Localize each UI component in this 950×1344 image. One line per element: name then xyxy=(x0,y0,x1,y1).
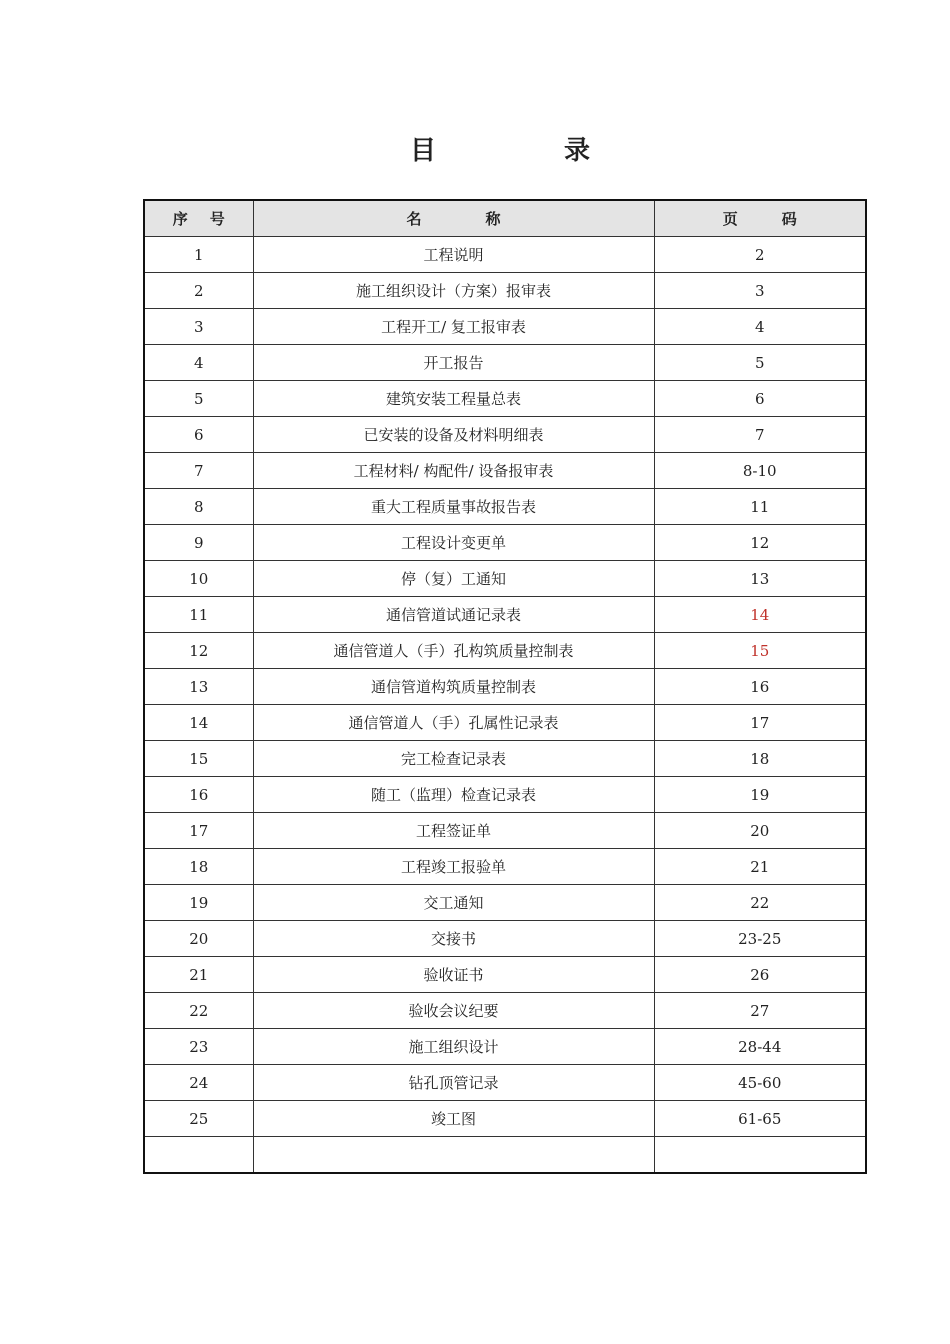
table-row xyxy=(144,1101,866,1137)
header-name: 名 称 xyxy=(253,200,654,237)
table-row xyxy=(144,849,866,885)
row-number: 17 xyxy=(144,813,253,849)
row-title: 交接书 xyxy=(253,921,654,957)
row-page: 27 xyxy=(654,993,866,1029)
row-page: 8-10 xyxy=(654,453,866,489)
row-number: 15 xyxy=(144,741,253,777)
row-number: 19 xyxy=(144,885,253,921)
table-row xyxy=(144,957,866,993)
table-of-contents xyxy=(143,199,867,1174)
row-title: 随工（监理）检查记录表 xyxy=(253,777,654,813)
table-row xyxy=(144,741,866,777)
table-row xyxy=(144,381,866,417)
row-title: 验收会议纪要 xyxy=(253,993,654,1029)
page-title-char-2: 录 xyxy=(564,136,591,166)
row-page: 22 xyxy=(654,885,866,921)
table-body xyxy=(144,237,866,1174)
row-title: 建筑安装工程量总表 xyxy=(253,381,654,417)
row-title: 验收证书 xyxy=(253,957,654,993)
row-number: 14 xyxy=(144,705,253,741)
row-page: 45-60 xyxy=(654,1065,866,1101)
row-title: 工程材料/ 构配件/ 设备报审表 xyxy=(253,453,654,489)
row-number: 8 xyxy=(144,489,253,525)
row-page: 13 xyxy=(654,561,866,597)
row-title: 工程竣工报验单 xyxy=(253,849,654,885)
table-row xyxy=(144,921,866,957)
row-title: 工程说明 xyxy=(253,237,654,273)
table-row xyxy=(144,345,866,381)
row-page: 3 xyxy=(654,273,866,309)
table-row xyxy=(144,237,866,273)
table-row xyxy=(144,525,866,561)
row-title: 已安装的设备及材料明细表 xyxy=(253,417,654,453)
row-number: 12 xyxy=(144,633,253,669)
table-row xyxy=(144,1065,866,1101)
row-page: 4 xyxy=(654,309,866,345)
row-number: 21 xyxy=(144,957,253,993)
row-page: 7 xyxy=(654,417,866,453)
row-page: 18 xyxy=(654,741,866,777)
row-title: 通信管道人（手）孔构筑质量控制表 xyxy=(253,633,654,669)
row-number: 16 xyxy=(144,777,253,813)
row-page: 20 xyxy=(654,813,866,849)
row-number: 4 xyxy=(144,345,253,381)
row-page: 15 xyxy=(654,633,866,669)
table-row xyxy=(144,561,866,597)
row-number xyxy=(144,1137,253,1174)
row-number: 11 xyxy=(144,597,253,633)
row-page: 23-25 xyxy=(654,921,866,957)
row-title: 交工通知 xyxy=(253,885,654,921)
row-title: 停（复）工通知 xyxy=(253,561,654,597)
row-page: 5 xyxy=(654,345,866,381)
row-number: 20 xyxy=(144,921,253,957)
row-number: 9 xyxy=(144,525,253,561)
row-title: 工程开工/ 复工报审表 xyxy=(253,309,654,345)
row-title: 钻孔顶管记录 xyxy=(253,1065,654,1101)
row-title: 通信管道试通记录表 xyxy=(253,597,654,633)
row-title: 工程设计变更单 xyxy=(253,525,654,561)
table-row xyxy=(144,669,866,705)
row-page: 28-44 xyxy=(654,1029,866,1065)
table-row xyxy=(144,885,866,921)
row-title: 通信管道人（手）孔属性记录表 xyxy=(253,705,654,741)
row-page: 12 xyxy=(654,525,866,561)
row-number: 18 xyxy=(144,849,253,885)
row-page: 61-65 xyxy=(654,1101,866,1137)
row-number: 22 xyxy=(144,993,253,1029)
row-title: 完工检查记录表 xyxy=(253,741,654,777)
row-number: 2 xyxy=(144,273,253,309)
row-number: 7 xyxy=(144,453,253,489)
row-page: 11 xyxy=(654,489,866,525)
table-row xyxy=(144,273,866,309)
row-number: 5 xyxy=(144,381,253,417)
header-sequence: 序 号 xyxy=(144,200,253,237)
table-row xyxy=(144,633,866,669)
row-page: 6 xyxy=(654,381,866,417)
table-row xyxy=(144,1029,866,1065)
row-number: 13 xyxy=(144,669,253,705)
row-title: 施工组织设计 xyxy=(253,1029,654,1065)
row-number: 10 xyxy=(144,561,253,597)
table-row xyxy=(144,489,866,525)
table-row xyxy=(144,417,866,453)
row-page: 14 xyxy=(654,597,866,633)
table-header-row xyxy=(144,200,866,237)
table-row xyxy=(144,597,866,633)
row-title: 竣工图 xyxy=(253,1101,654,1137)
row-page: 21 xyxy=(654,849,866,885)
table-row xyxy=(144,813,866,849)
row-title xyxy=(253,1137,654,1174)
row-number: 3 xyxy=(144,309,253,345)
row-page: 2 xyxy=(654,237,866,273)
table-row xyxy=(144,309,866,345)
row-number: 25 xyxy=(144,1101,253,1137)
row-page: 19 xyxy=(654,777,866,813)
row-title: 开工报告 xyxy=(253,345,654,381)
row-page: 17 xyxy=(654,705,866,741)
table-row xyxy=(144,1137,866,1174)
row-page xyxy=(654,1137,866,1174)
row-number: 24 xyxy=(144,1065,253,1101)
row-number: 6 xyxy=(144,417,253,453)
row-number: 23 xyxy=(144,1029,253,1065)
row-page: 26 xyxy=(654,957,866,993)
table-row xyxy=(144,993,866,1029)
row-page: 16 xyxy=(654,669,866,705)
table-row xyxy=(144,453,866,489)
table-row xyxy=(144,705,866,741)
row-title: 施工组织设计（方案）报审表 xyxy=(253,273,654,309)
row-title: 重大工程质量事故报告表 xyxy=(253,489,654,525)
page-title xyxy=(0,130,950,167)
row-title: 工程签证单 xyxy=(253,813,654,849)
page-title-char-1: 目 xyxy=(409,136,436,166)
header-page: 页 码 xyxy=(654,200,866,237)
row-number: 1 xyxy=(144,237,253,273)
row-title: 通信管道构筑质量控制表 xyxy=(253,669,654,705)
table-row xyxy=(144,777,866,813)
